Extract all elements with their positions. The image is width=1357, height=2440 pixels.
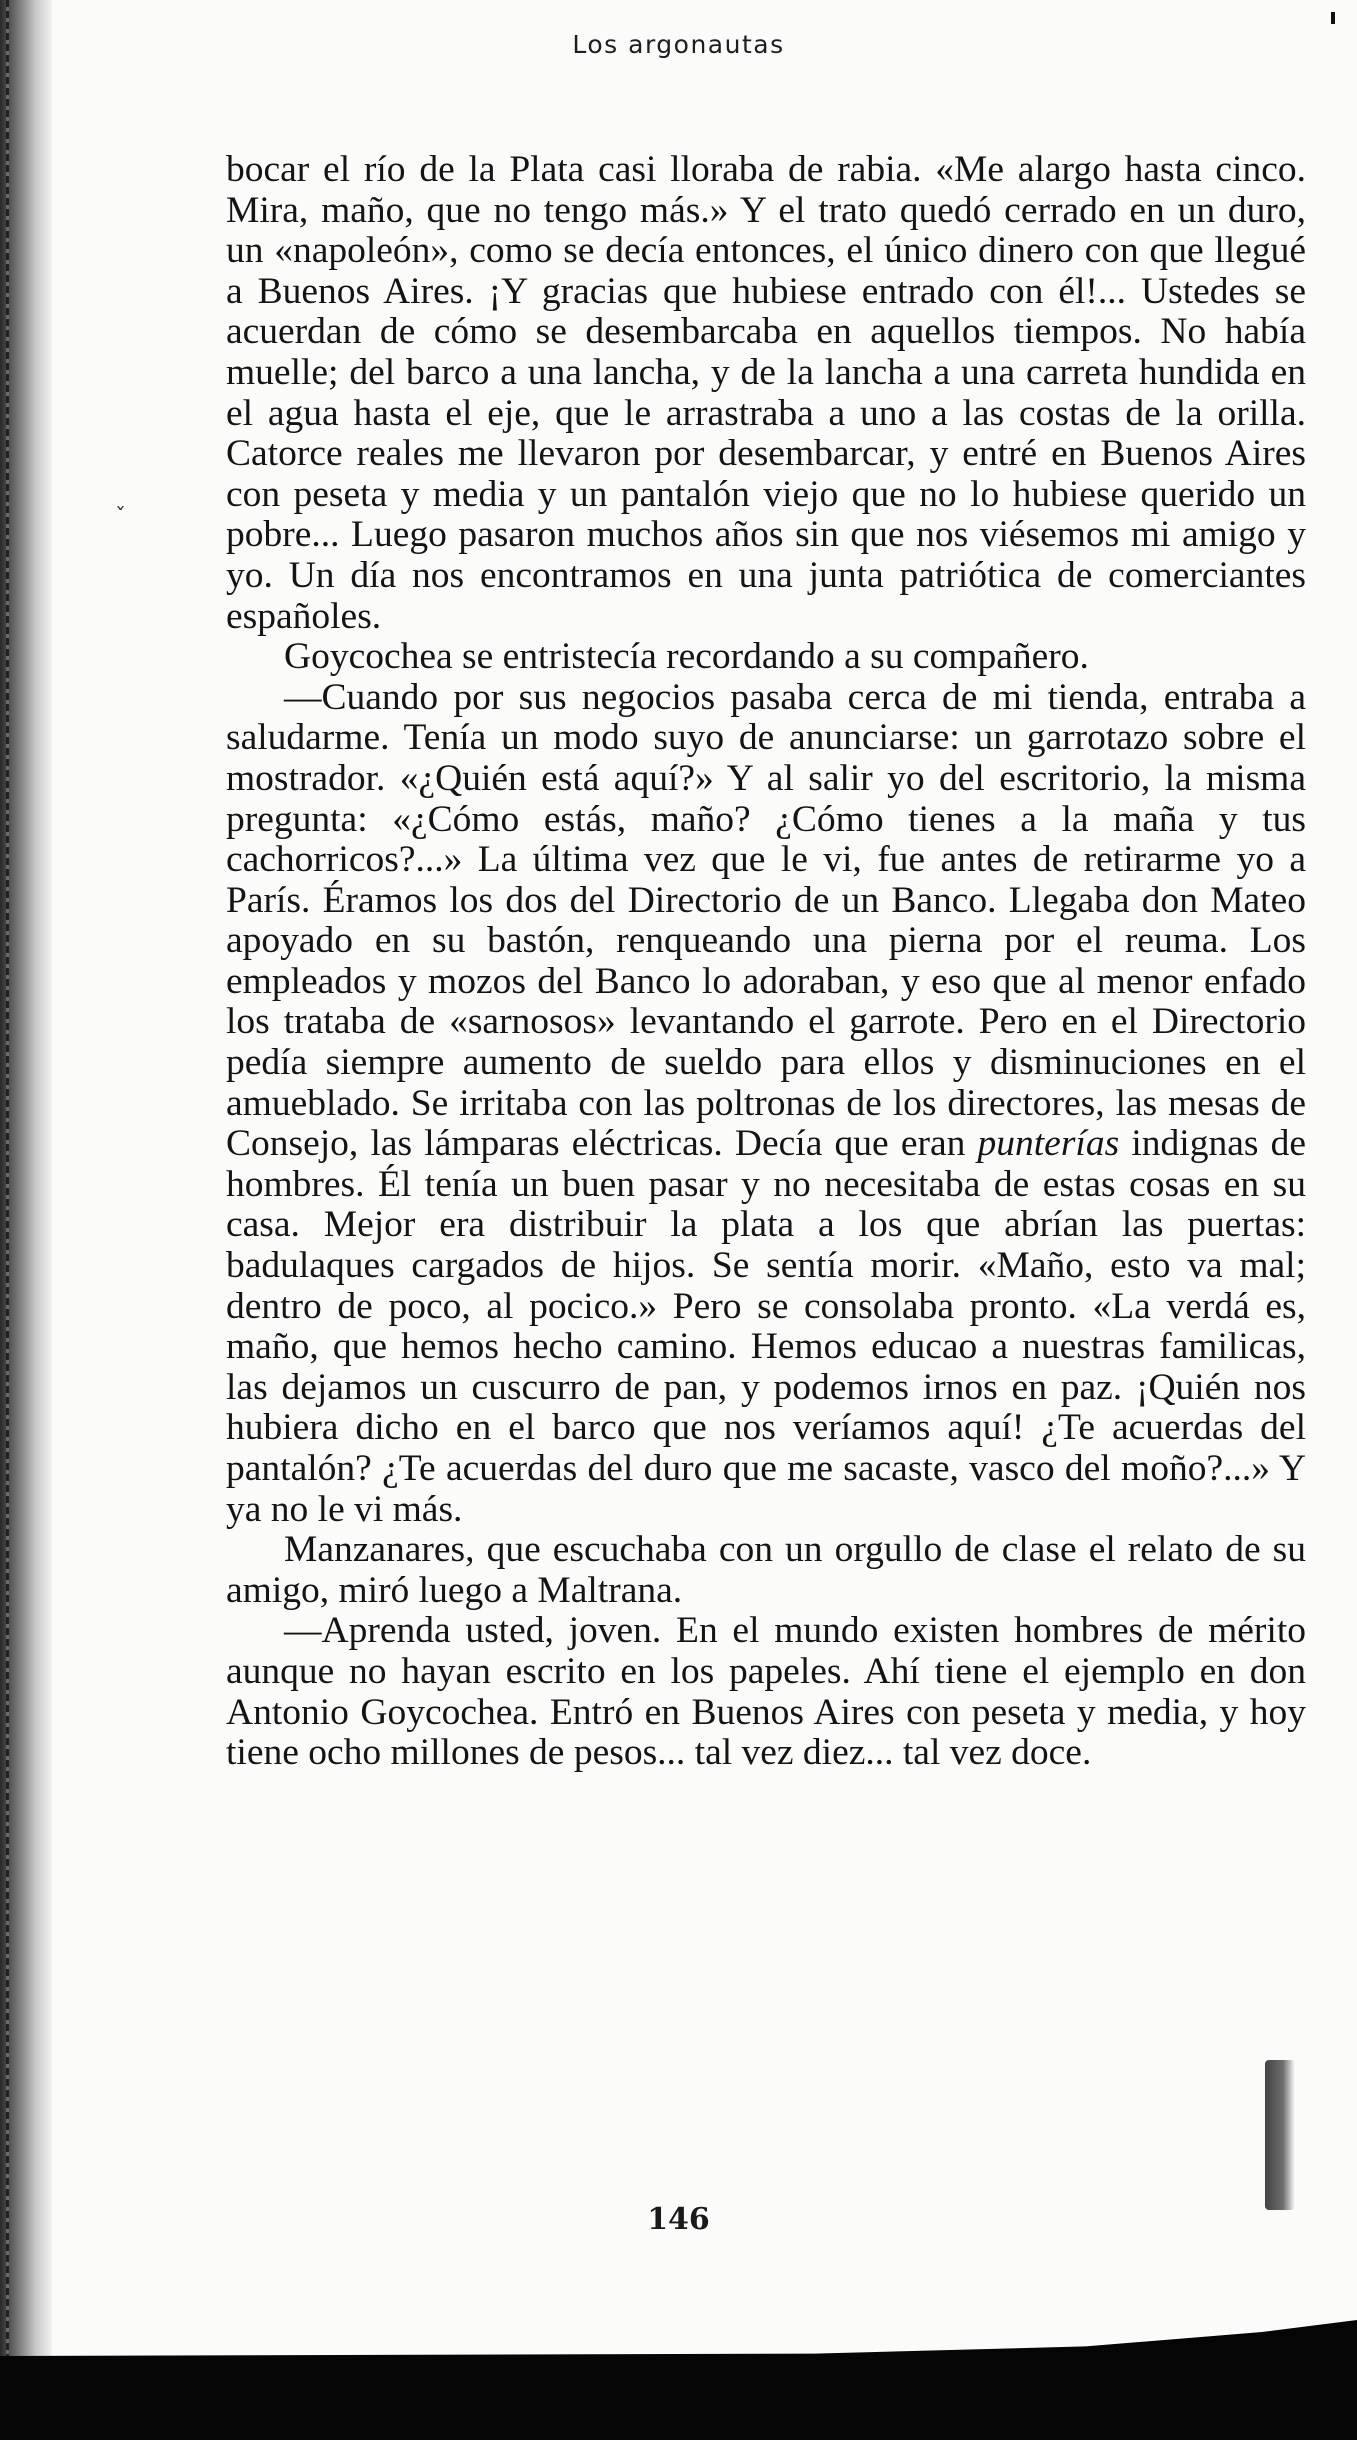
margin-mark: ˇ: [115, 505, 126, 530]
scan-mark: [1331, 12, 1335, 24]
text-segment: Manzanares, que escuchaba con un orgullo de clase el relato de su amigo, miró luego a Maltrana.: [226, 1529, 1306, 1611]
text-segment: indignas de hombres. Él tenía un buen pasar y no necesitaba de estas cosas en su casa. Mejor era distribuir la plata a los que abrían las puertas: badulaques cargados de hijos. Se sentía morir. «Maño, esto va mal; dentro de poco, al pocico.» Pero se consolaba pronto. «La verdá es, maño, que hemos hecho camino. Hemos educao a nuestras familicas, las dejamos un cuscurro de pan, y podemos irnos en paz. ¡Quién nos hubiera dicho en el barco que nos veríamos aquí! ¿Te acuerdas del pantalón? ¿Te acuerdas del duro que me sacaste, vasco del moño?...» Y ya no le vi más.: [226, 1123, 1306, 1530]
scan-smudge: [1265, 2060, 1295, 2210]
text-segment: Goycochea se entristecía recordando a su compañero.: [284, 636, 1089, 678]
paragraph: [226, 1530, 1306, 1611]
text-segment: —Aprenda usted, joven. En el mundo existen hombres de mérito aunque no hayan escrito en los papeles. Ahí tiene el ejemplo en don Antonio Goycochea. Entró en Buenos Aires con peseta y media, y hoy tiene ocho millones de pesos... tal vez diez... tal vez doce.: [226, 1610, 1306, 1774]
paragraph: [226, 678, 1306, 1530]
scanned-spine-shadow: [0, 0, 52, 2440]
scanner-bottom-edge: [0, 2320, 1357, 2440]
body-text: [226, 150, 1306, 1774]
page-number: 146: [647, 2202, 710, 2237]
paragraph: [226, 637, 1306, 678]
text-segment: —Cuando por sus negocios pasaba cerca de mi tienda, entraba a saludarme. Tenía un modo suyo de anunciarse: un garrotazo sobre el mostrador. «¿Quién está aquí?» Y al salir yo del escritorio, la misma pregunta: «¿Cómo estás, maño? ¿Cómo tienes a la maña y tus cachorricos?...» La última vez que le vi, fue antes de retirarme yo a París. Éramos los dos del Directorio de un Banco. Llegaba don Mateo apoyado en su bastón, renqueando una pierna por el reuma. Los empleados y mozos del Banco lo adoraban, y eso que al menor enfado los trataba de «sarnosos» levantando el garrote. Pero en el Directorio pedía siempre aumento de sueldo para ellos y disminuciones en el amueblado. Se irritaba con las poltronas de los directores, las mesas de Consejo, las lámparas eléctricas. Decía que eran: [226, 676, 1306, 1165]
text-segment: bocar el río de la Plata casi lloraba de rabia. «Me alargo hasta cinco. Mira, maño, que no tengo más.» Y el trato quedó cerrado en un duro, un «napoleón», como se decía entonces, el único dinero con que llegué a Buenos Aires. ¡Y gracias que hubiese entrado con él!... Ustedes se acuerdan de cómo se desembarcaba en aquellos tiempos. No había muelle; del barco a una lancha, y de la lancha a una carreta hundida en el agua hasta el eje, que le arrastraba a uno a las costas de la orilla. Catorce reales me llevaron por desembarcar, y entré en Buenos Aires con peseta y media y un pantalón viejo que no lo hubiese querido un pobre... Luego pasaron muchos años sin que nos viésemos mi amigo y yo. Un día nos encontramos en una junta patriótica de comerciantes españoles.: [226, 149, 1306, 637]
paragraph: [226, 150, 1306, 637]
paragraph: [226, 1611, 1306, 1773]
running-head: Los argonautas: [572, 30, 785, 59]
italic-text: punterías: [977, 1123, 1120, 1165]
